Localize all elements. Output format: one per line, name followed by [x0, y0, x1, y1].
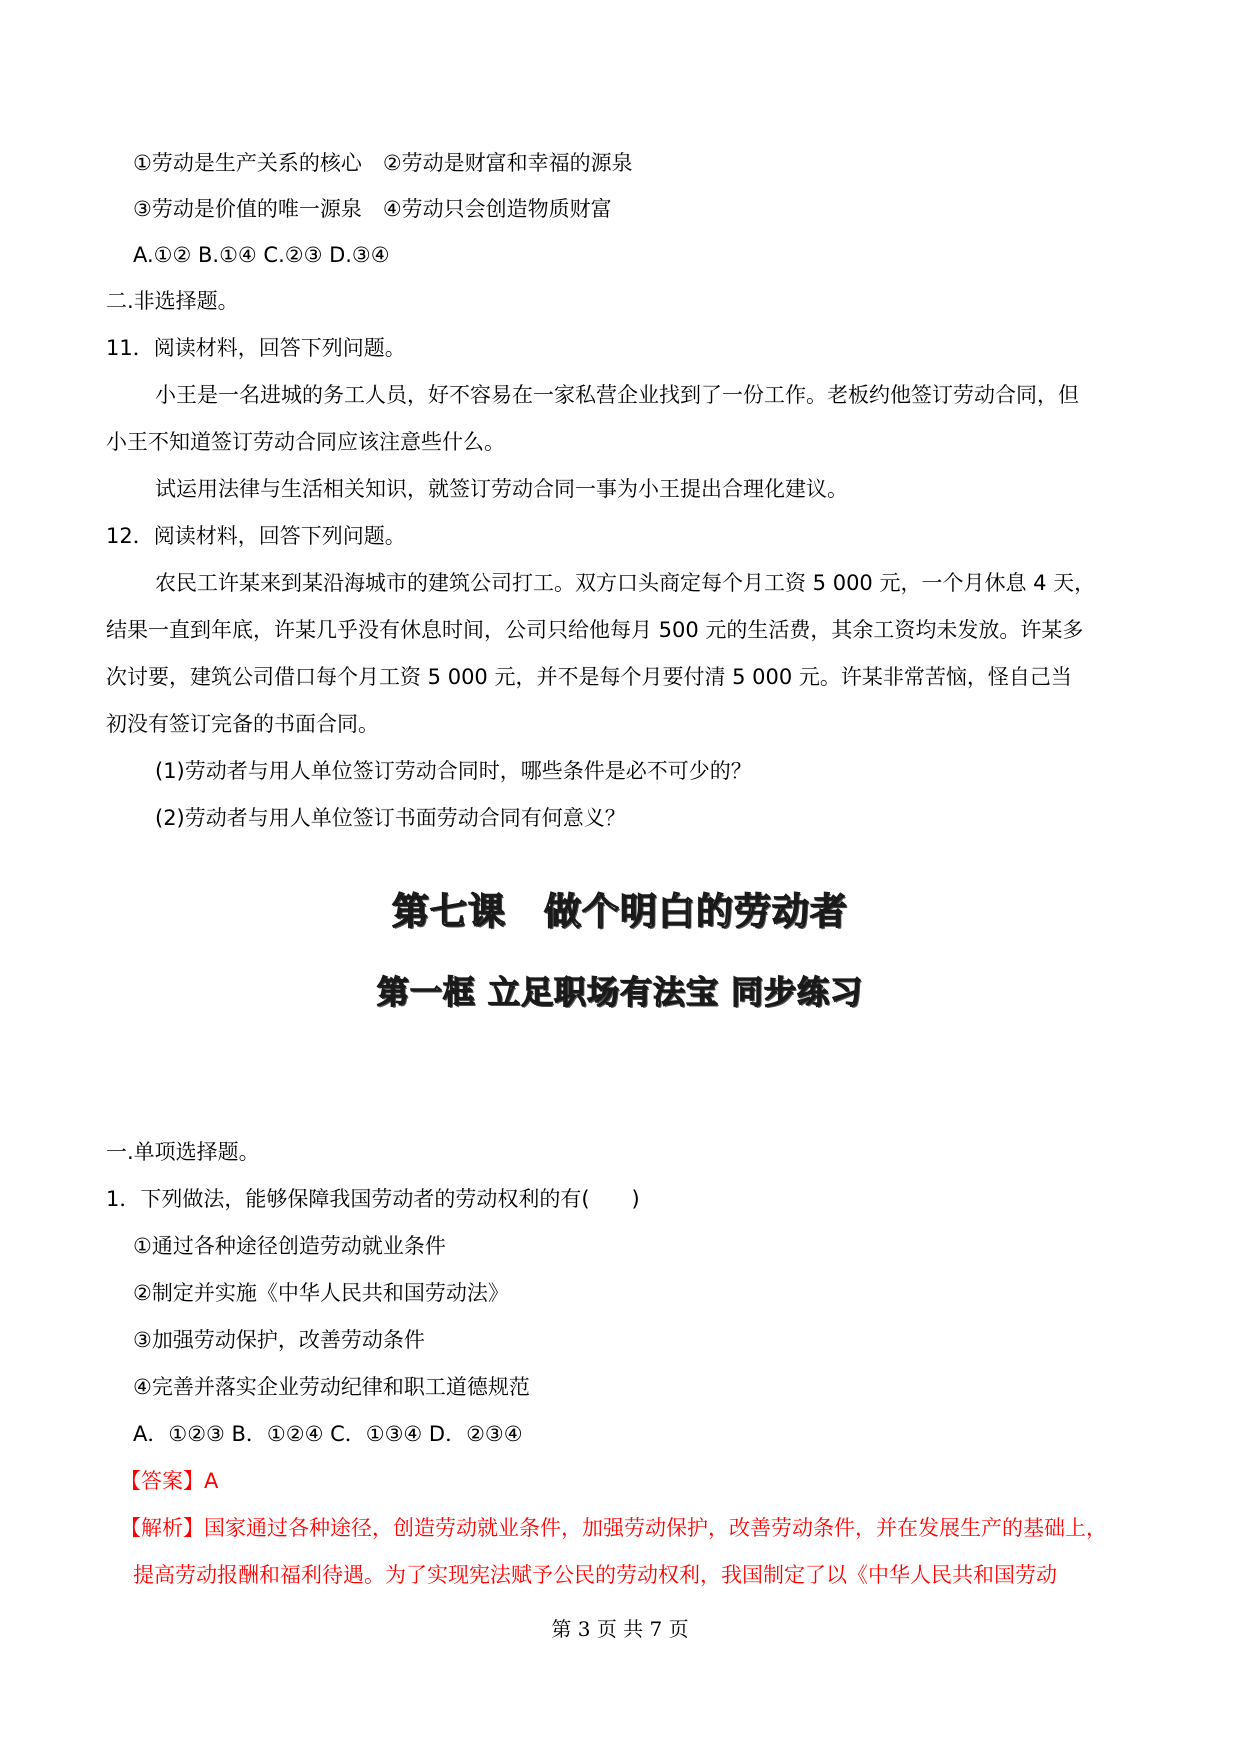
question-1-option-3: ③加强劳动保护，改善劳动条件: [133, 1328, 425, 1352]
question-11-material-line-2: 小王不知道签订劳动合同应该注意些什么。: [106, 430, 505, 454]
question-1-option-1: ①通过各种途径创造劳动就业条件: [133, 1234, 446, 1258]
section-2-title: 二.非选择题。: [106, 289, 239, 313]
prev-question-choices: A.①② B.①④ C.②③ D.③④: [133, 243, 390, 267]
question-12-material-line-4: 初没有签订完备的书面合同。: [106, 712, 379, 736]
analysis-line-2: 提高劳动报酬和福利待遇。为了实现宪法赋予公民的劳动权利，我国制定了以《中华人民共和国劳动: [133, 1563, 1057, 1587]
question-1-option-4: ④完善并落实企业劳动纪律和职工道德规范: [133, 1375, 530, 1399]
question-12-prompt: 12．阅读材料，回答下列问题。: [106, 524, 406, 548]
prev-question-options-row-2: ③劳动是价值的唯一源泉 ④劳动只会创造物质财富: [133, 197, 612, 221]
question-1-option-2: ②制定并实施《中华人民共和国劳动法》: [133, 1281, 509, 1305]
question-12-material-line-2: 结果一直到年底，许某几乎没有休息时间，公司只给他每月 500 元的生活费，其余工资均未发放。许某多: [106, 618, 1084, 642]
question-1-choices: A．①②③ B．①②④ C．①③④ D．②③④: [133, 1422, 523, 1446]
section-1-title: 一.单项选择题。: [106, 1140, 260, 1164]
question-11-material-line-1: 小王是一名进城的务工人员，好不容易在一家私营企业找到了一份工作。老板约他签订劳动合同，但: [155, 383, 1079, 407]
question-12-sub-2: (2)劳动者与用人单位签订书面劳动合同有何意义？: [155, 806, 626, 830]
question-12-sub-1: (1)劳动者与用人单位签订劳动合同时，哪些条件是必不可少的？: [155, 759, 752, 783]
question-1-prompt: 1．下列做法，能够保障我国劳动者的劳动权利的有( ): [106, 1187, 640, 1211]
question-12-material-line-3: 次讨要，建筑公司借口每个月工资 5 000 元，并不是每个月要付清 5 000 元。许某非常苦恼，怪自己当: [106, 665, 1072, 689]
question-12-material-line-1: 农民工许某来到某沿海城市的建筑公司打工。双方口头商定每个月工资 5 000 元，一个月休息 4 天，: [155, 571, 1096, 595]
answer-label: 【答案】A: [120, 1469, 219, 1493]
analysis-line-1: 【解析】国家通过各种途径，创造劳动就业条件，加强劳动保护，改善劳动条件，并在发展生产的基础上，: [120, 1516, 1107, 1540]
question-11-prompt: 11．阅读材料，回答下列问题。: [106, 336, 406, 360]
page-indicator: 第 3 页 共 7 页: [551, 1617, 689, 1641]
lesson-subtitle: 第一框 立足职场有法宝 同步练习: [376, 973, 864, 1011]
question-11-task: 试运用法律与生活相关知识，就签订劳动合同一事为小王提出合理化建议。: [155, 477, 848, 501]
lesson-title: 第七课 做个明白的劳动者: [392, 890, 848, 933]
prev-question-options-row-1: ①劳动是生产关系的核心 ②劳动是财富和幸福的源泉: [133, 151, 633, 175]
